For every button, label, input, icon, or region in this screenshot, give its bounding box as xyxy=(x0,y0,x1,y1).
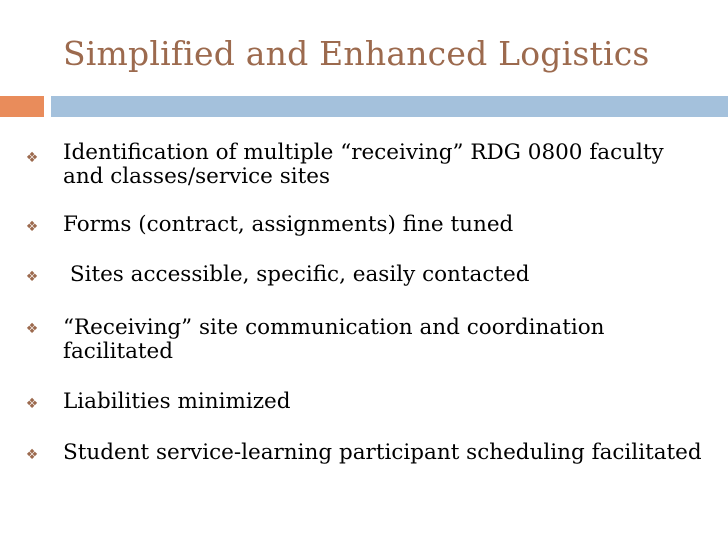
bullet-item-text: Forms (contract, assignments) fine tuned xyxy=(63,212,514,237)
diamond-bullet-icon: ❖ xyxy=(25,219,39,235)
slide-title: Simplified and Enhanced Logistics xyxy=(63,34,650,73)
bullet-item-text: Sites accessible, specific, easily contacted xyxy=(63,262,530,287)
diamond-bullet-icon: ❖ xyxy=(25,269,39,285)
bullet-item-text: Student service-learning participant scheduling facilitated xyxy=(63,440,702,465)
diamond-bullet-icon: ❖ xyxy=(25,150,39,166)
bullet-item-text: Identification of multiple “receiving” RDG 0800 faculty and classes/service sites xyxy=(63,140,671,189)
bullet-item-text: Liabilities minimized xyxy=(63,389,291,414)
bullet-item-text: “Receiving” site communication and coordination facilitated xyxy=(63,315,612,364)
diamond-bullet-icon: ❖ xyxy=(25,447,39,463)
diamond-bullet-icon: ❖ xyxy=(25,321,39,337)
diamond-bullet-icon: ❖ xyxy=(25,396,39,412)
